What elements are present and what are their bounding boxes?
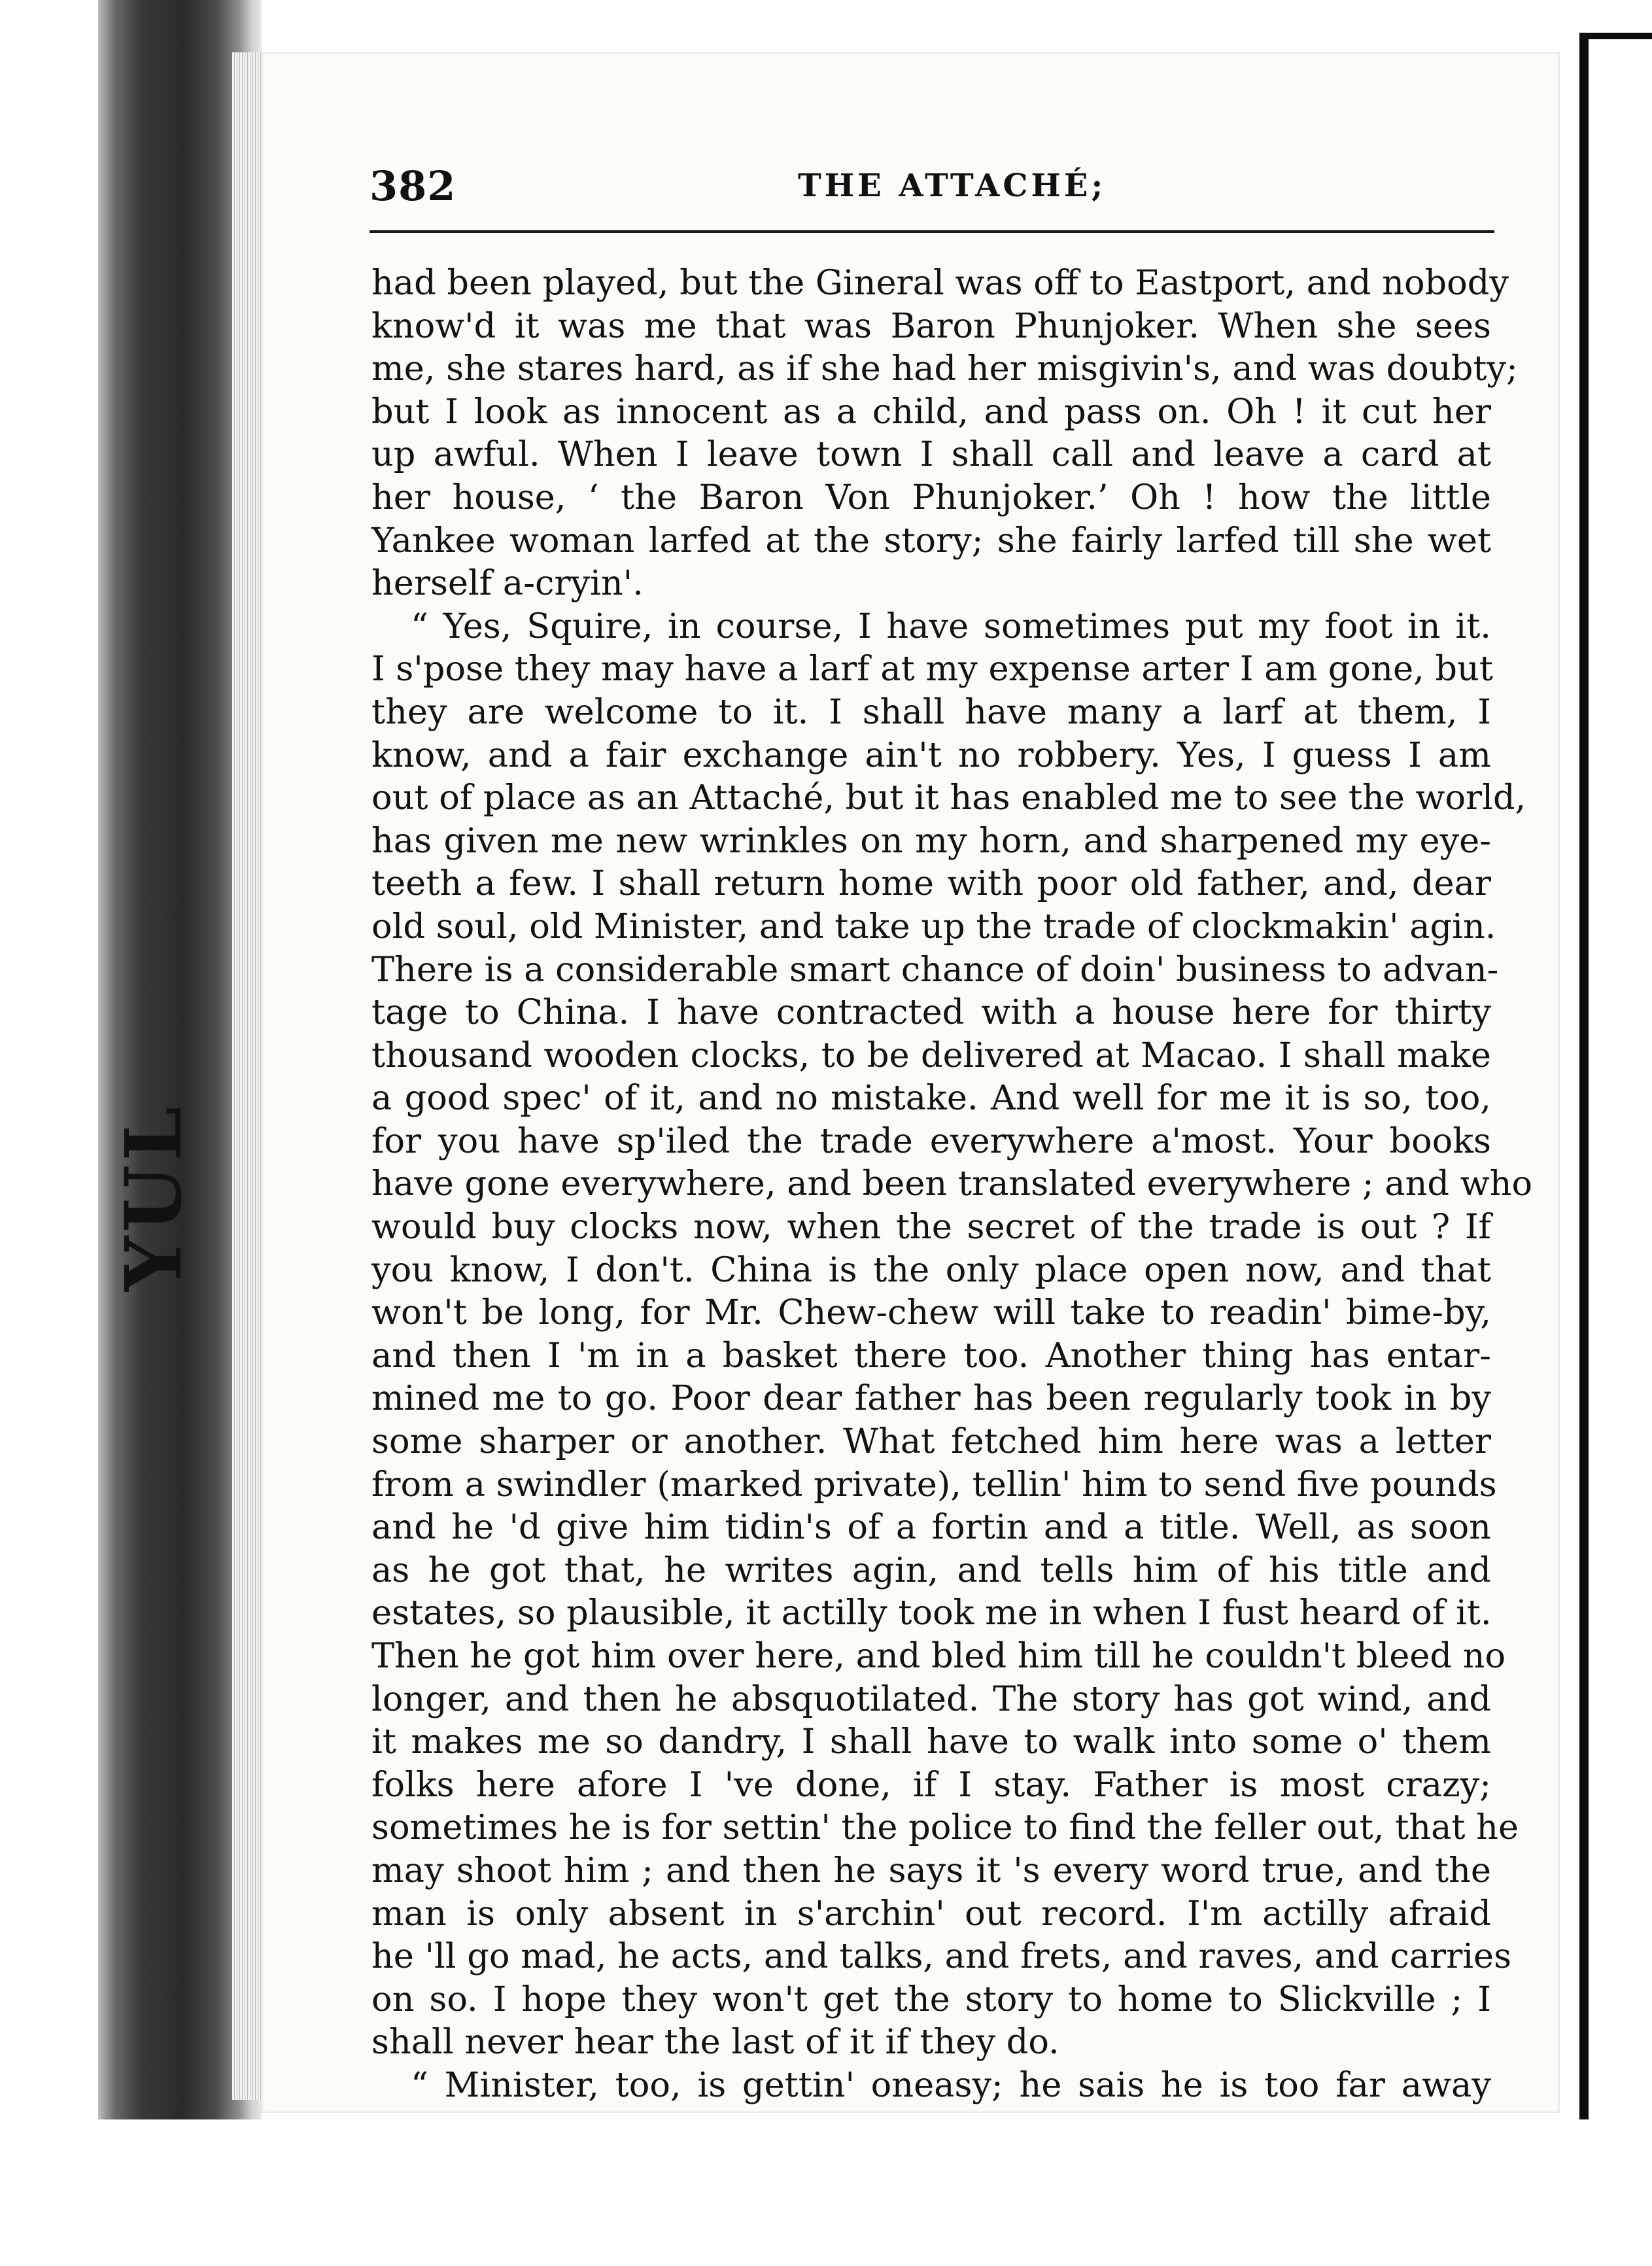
text-line: folks here afore I 've done, if I stay. Father is most crazy; xyxy=(371,1764,1491,1805)
text-line: you know, I don't. China is the only place open now, and that xyxy=(371,1249,1491,1290)
text-line: a good spec' of it, and no mistake. And well for me it is so, too, xyxy=(371,1078,1491,1119)
text-line: herself a-cryin'. xyxy=(371,563,644,604)
text-line: shall never hear the last of it if they do. xyxy=(371,2022,1059,2063)
text-line: it makes me so dandry, I shall have to walk into some o' them xyxy=(371,1722,1491,1762)
text-line: had been played, but the Gineral was off to Eastport, and nobody xyxy=(371,263,1509,303)
facing-page-edge xyxy=(1579,33,1652,2185)
text-line: Then he got him over here, and bled him till he couldn't bleed no xyxy=(371,1636,1506,1676)
library-stamp: YUL xyxy=(108,1102,199,1292)
text-line: and he 'd give him tidin's of a fortin and a title. Well, as soon xyxy=(371,1507,1491,1548)
text-line: “ Yes, Squire, in course, I have sometimes put my foot in it. xyxy=(411,606,1491,646)
text-line: from a swindler (marked private), tellin' him to send five pounds xyxy=(371,1464,1497,1505)
text-line: her house, ‘ the Baron Von Phunjoker.’ Oh ! how the little xyxy=(371,477,1491,517)
text-line: for you have sp'iled the trade everywhere a'most. Your books xyxy=(371,1121,1491,1161)
text-line: has given me new wrinkles on my horn, and sharpened my eye- xyxy=(371,820,1491,861)
text-line: as he got that, he writes agin, and tells him of his title and xyxy=(371,1550,1491,1590)
text-line: and then I 'm in a basket there too. Another thing has entar- xyxy=(371,1335,1491,1376)
text-line: thousand wooden clocks, to be delivered at Macao. I shall make xyxy=(371,1035,1491,1075)
page-stack-edge xyxy=(232,52,262,2100)
text-line: may shoot him ; and then he says it 's every word true, and the xyxy=(371,1850,1491,1891)
text-line: mined me to go. Poor dear father has been regularly took in by xyxy=(371,1378,1491,1419)
text-line: I s'pose they may have a larf at my expense arter I am gone, but xyxy=(371,649,1493,689)
page-bottom-margin xyxy=(0,2119,1652,2266)
page-number: 382 xyxy=(370,162,456,210)
text-line: Yankee woman larfed at the story; she fairly larfed till she wet xyxy=(371,520,1491,561)
text-line: longer, and then he absquotilated. The story has got wind, and xyxy=(371,1679,1491,1719)
body-text xyxy=(371,262,1533,2107)
text-line: won't be long, for Mr. Chew-chew will take to readin' bime-by, xyxy=(371,1293,1491,1333)
text-line: tage to China. I have contracted with a house here for thirty xyxy=(371,992,1491,1033)
text-line: teeth a few. I shall return home with poor old father, and, dear xyxy=(371,863,1491,904)
text-line: estates, so plausible, it actilly took me in when I fust heard of it. xyxy=(371,1593,1492,1633)
text-line: on so. I hope they won't get the story to home to Slickville ; I xyxy=(371,1979,1491,2019)
text-line: up awful. When I leave town I shall call and leave a card at xyxy=(371,434,1491,475)
text-line: sometimes he is for settin' the police to find the feller out, that he xyxy=(371,1807,1519,1848)
text-line: he 'll go mad, he acts, and talks, and frets, and raves, and carries xyxy=(371,1936,1512,1977)
text-line: old soul, old Minister, and take up the trade of clockmakin' agin. xyxy=(371,906,1496,947)
text-line: There is a considerable smart chance of doin' business to advan- xyxy=(371,949,1499,990)
text-line: but I look as innocent as a child, and pass on. Oh ! it cut her xyxy=(371,391,1491,432)
text-line: would buy clocks now, when the secret of the trade is out ? If xyxy=(371,1207,1491,1247)
running-title: THE ATTACHÉ; xyxy=(798,167,1107,204)
header-rule xyxy=(370,230,1494,233)
text-line: they are welcome to it. I shall have many a larf at them, I xyxy=(371,691,1491,732)
text-line: man is only absent in s'archin' out record. I'm actilly afraid xyxy=(371,1893,1491,1934)
text-line: me, she stares hard, as if she had her misgivin's, and was doubty; xyxy=(371,349,1518,389)
running-head xyxy=(370,162,1494,221)
text-line: know, and a fair exchange ain't no robbery. Yes, I guess I am xyxy=(371,735,1491,775)
text-line: some sharper or another. What fetched him here was a letter xyxy=(371,1421,1491,1462)
text-line: “ Minister, too, is gettin' oneasy; he sais he is too far away xyxy=(411,2065,1491,2105)
text-line: know'd it was me that was Baron Phunjoker. When she sees xyxy=(371,305,1491,346)
text-line: out of place as an Attaché, but it has enabled me to see the world, xyxy=(371,778,1526,818)
text-line: have gone everywhere, and been translated everywhere ; and who xyxy=(371,1164,1533,1204)
